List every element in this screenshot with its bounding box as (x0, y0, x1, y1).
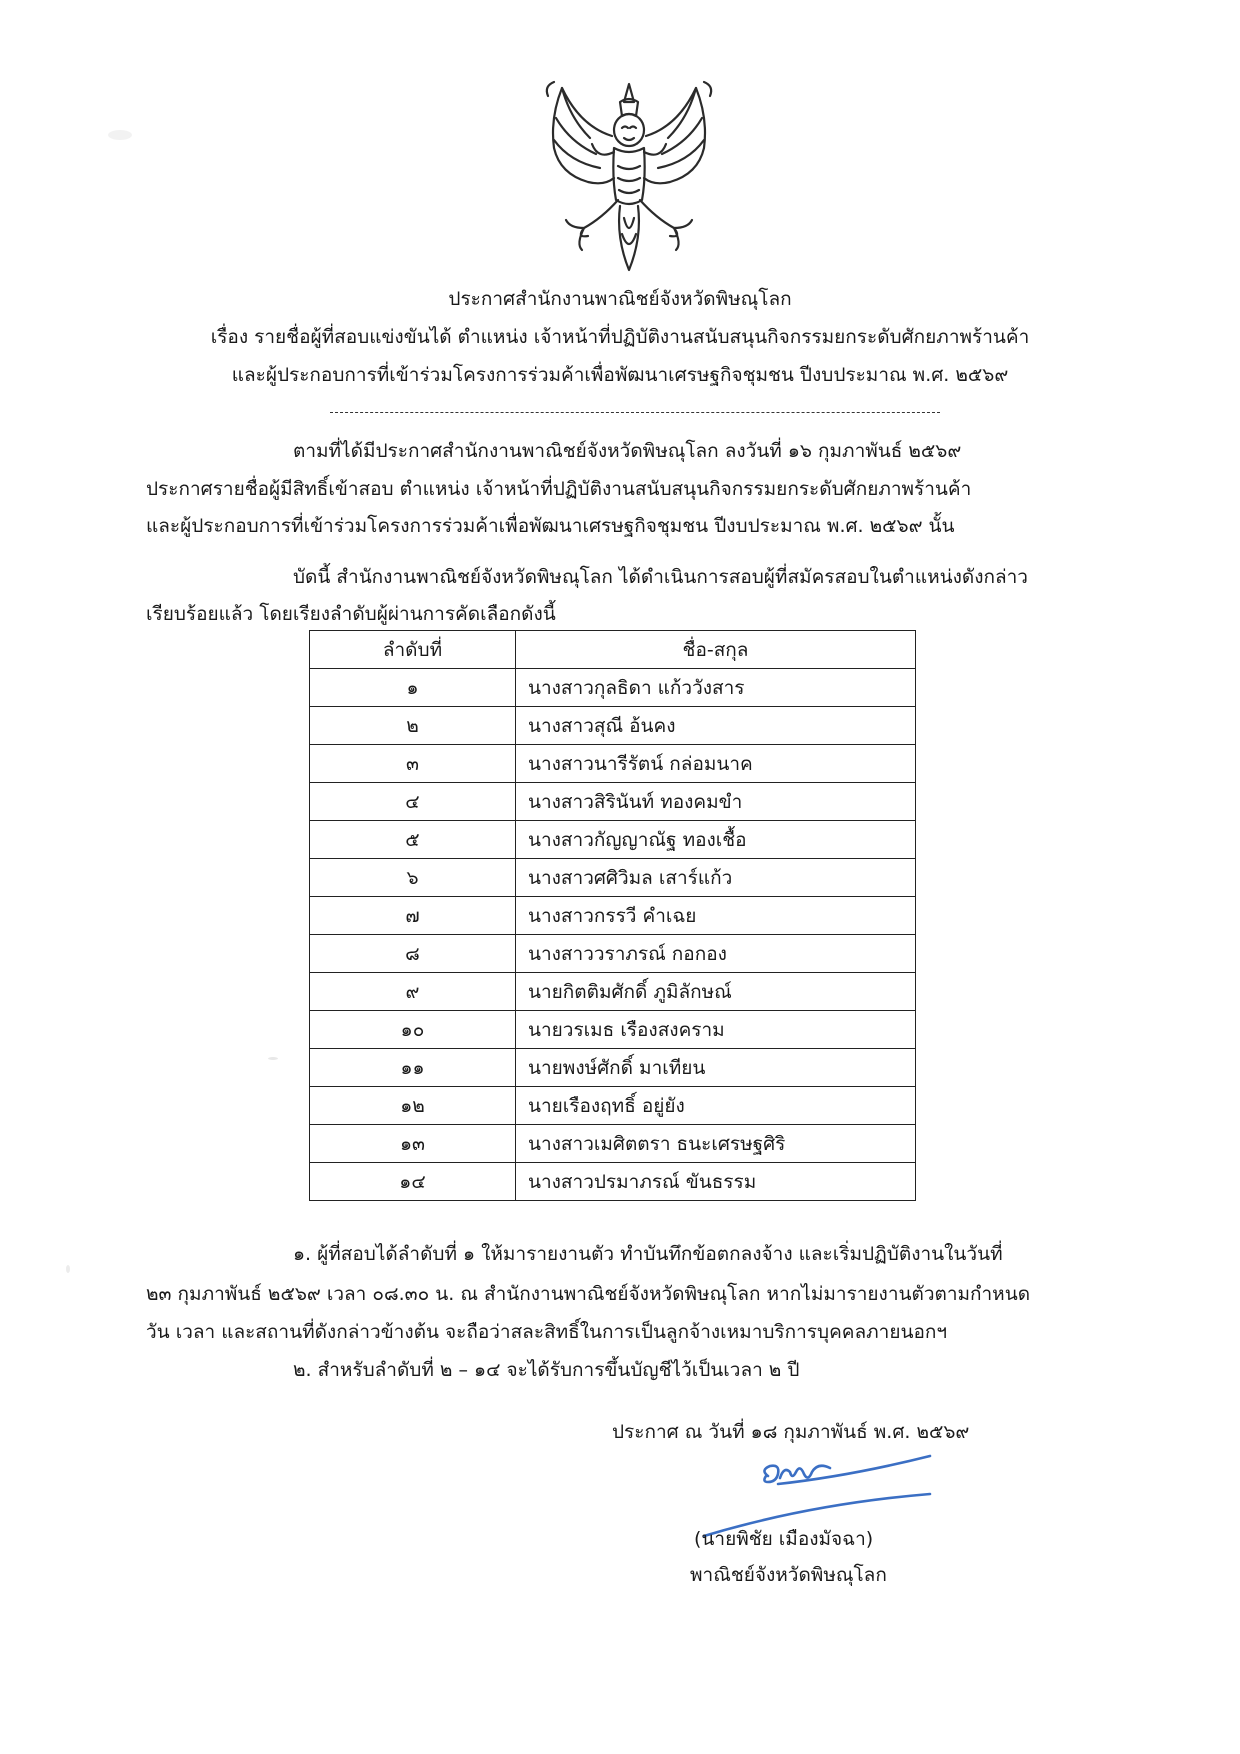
signer-title: พาณิชย์จังหวัดพิษณุโลก (690, 1564, 887, 1586)
name-cell: นางสาวนารีรัตน์ กล่อมนาค (516, 745, 916, 783)
rank-cell: ๑๐ (310, 1011, 516, 1049)
intro-line-3: และผู้ประกอบการที่เข้าร่วมโครงการร่วมค้าเพื่อพัฒนาเศรษฐกิจชุมชน ปีงบประมาณ พ.ศ. ๒๕๖๙ นั้น (146, 515, 955, 537)
table-row (310, 859, 916, 897)
name-cell: นางสาวกรรวี คำเฉย (516, 897, 916, 935)
intro-line-1: ตามที่ได้มีประกาศสำนักงานพาณิชย์จังหวัดพิษณุโลก ลงวันที่ ๑๖ กุมภาพันธ์ ๒๕๖๙ (293, 440, 962, 462)
note-1-line-2: ๒๓ กุมภาพันธ์ ๒๕๖๙ เวลา ๐๘.๓๐ น. ณ สำนักงานพาณิชย์จังหวัดพิษณุโลก หากไม่มารายงานตัวตามกำหนด (146, 1283, 1031, 1305)
name-cell: นางสาววราภรณ์ กอกอง (516, 935, 916, 973)
name-cell: นางสาวสุณี อ้นคง (516, 707, 916, 745)
column-header-rank: ลำดับที่ (310, 631, 516, 669)
rank-cell: ๖ (310, 859, 516, 897)
rank-cell: ๔ (310, 783, 516, 821)
table-row (310, 783, 916, 821)
body-line-1: บัดนี้ สำนักงานพาณิชย์จังหวัดพิษณุโลก ได้ดำเนินการสอบผู้ที่สมัครสอบในตำแหน่งดังกล่าว (293, 566, 1028, 588)
table-row (310, 707, 916, 745)
table-row (310, 1049, 916, 1087)
rank-cell: ๙ (310, 973, 516, 1011)
subject-line: เรื่อง รายชื่อผู้ที่สอบแข่งขันได้ ตำแหน่ง เจ้าหน้าที่ปฏิบัติงานสนับสนุนกิจกรรมยกระดับศักยภาพร้านค้า (210, 326, 1030, 348)
table-row (310, 897, 916, 935)
rank-cell: ๑๒ (310, 1087, 516, 1125)
table-row (310, 1163, 916, 1201)
rank-cell: ๓ (310, 745, 516, 783)
signer-name: (นายพิชัย เมืองมัจฉา) (694, 1528, 874, 1550)
table-row (310, 935, 916, 973)
rank-cell: ๕ (310, 821, 516, 859)
table-header-row (310, 631, 916, 669)
results-table (309, 630, 916, 1201)
name-cell: นายกิตติมศักดิ์ ภูมิลักษณ์ (516, 973, 916, 1011)
garuda-emblem (540, 78, 718, 274)
scan-smudge (108, 130, 132, 140)
table-row (310, 973, 916, 1011)
body-line-2: เรียบร้อยแล้ว โดยเรียงลำดับผู้ผ่านการคัดเลือกดังนี้ (146, 603, 556, 625)
scan-smudge (66, 1265, 70, 1273)
handwritten-signature (700, 1448, 940, 1538)
table-row (310, 1125, 916, 1163)
table-row (310, 745, 916, 783)
subject-line-continued: และผู้ประกอบการที่เข้าร่วมโครงการร่วมค้าเพื่อพัฒนาเศรษฐกิจชุมชน ปีงบประมาณ พ.ศ. ๒๕๖๙ (231, 364, 1009, 386)
rank-cell: ๘ (310, 935, 516, 973)
note-2: ๒. สำหรับลำดับที่ ๒ – ๑๔ จะได้รับการขึ้นบัญชีไว้เป็นเวลา ๒ ปี (293, 1359, 800, 1381)
name-cell: นายวรเมธ เรืองสงคราม (516, 1011, 916, 1049)
rank-cell: ๑๔ (310, 1163, 516, 1201)
name-cell: นางสาวกัญญาณัฐ ทองเชื้อ (516, 821, 916, 859)
name-cell: นายเรืองฤทธิ์ อยู่ยัง (516, 1087, 916, 1125)
table-row (310, 1011, 916, 1049)
table-row (310, 669, 916, 707)
scan-smudge (268, 1057, 278, 1060)
note-1-line-3: วัน เวลา และสถานที่ดังกล่าวข้างต้น จะถือว่าสละสิทธิ์ในการเป็นลูกจ้างเหมาบริการบุคคลภายนอกฯ (146, 1321, 948, 1343)
name-cell: นายพงษ์ศักดิ์ มาเทียน (516, 1049, 916, 1087)
name-cell: นางสาวกุลธิดา แก้ววังสาร (516, 669, 916, 707)
announcement-date: ประกาศ ณ วันที่ ๑๘ กุมภาพันธ์ พ.ศ. ๒๕๖๙ (612, 1421, 970, 1443)
rank-cell: ๑๑ (310, 1049, 516, 1087)
rank-cell: ๗ (310, 897, 516, 935)
header-divider (330, 412, 940, 413)
intro-line-2: ประกาศรายชื่อผู้มีสิทธิ์เข้าสอบ ตำแหน่ง เจ้าหน้าที่ปฏิบัติงานสนับสนุนกิจกรรมยกระดับศักยภาพร้านค้า (146, 478, 972, 500)
column-header-name: ชื่อ-สกุล (516, 631, 916, 669)
rank-cell: ๒ (310, 707, 516, 745)
name-cell: นางสาวเมศิตตรา ธนะเศรษฐศิริ (516, 1125, 916, 1163)
name-cell: นางสาวสิรินันท์ ทองคมขำ (516, 783, 916, 821)
table-row (310, 1087, 916, 1125)
rank-cell: ๑ (310, 669, 516, 707)
table-row (310, 821, 916, 859)
rank-cell: ๑๓ (310, 1125, 516, 1163)
announcement-heading: ประกาศสำนักงานพาณิชย์จังหวัดพิษณุโลก (448, 288, 792, 310)
name-cell: นางสาวปรมาภรณ์ ขันธรรม (516, 1163, 916, 1201)
name-cell: นางสาวศศิวิมล เสาร์แก้ว (516, 859, 916, 897)
note-1-line-1: ๑. ผู้ที่สอบได้ลำดับที่ ๑ ให้มารายงานตัว ทำบันทึกข้อตกลงจ้าง และเริ่มปฏิบัติงานในวันที่ (293, 1243, 1003, 1265)
